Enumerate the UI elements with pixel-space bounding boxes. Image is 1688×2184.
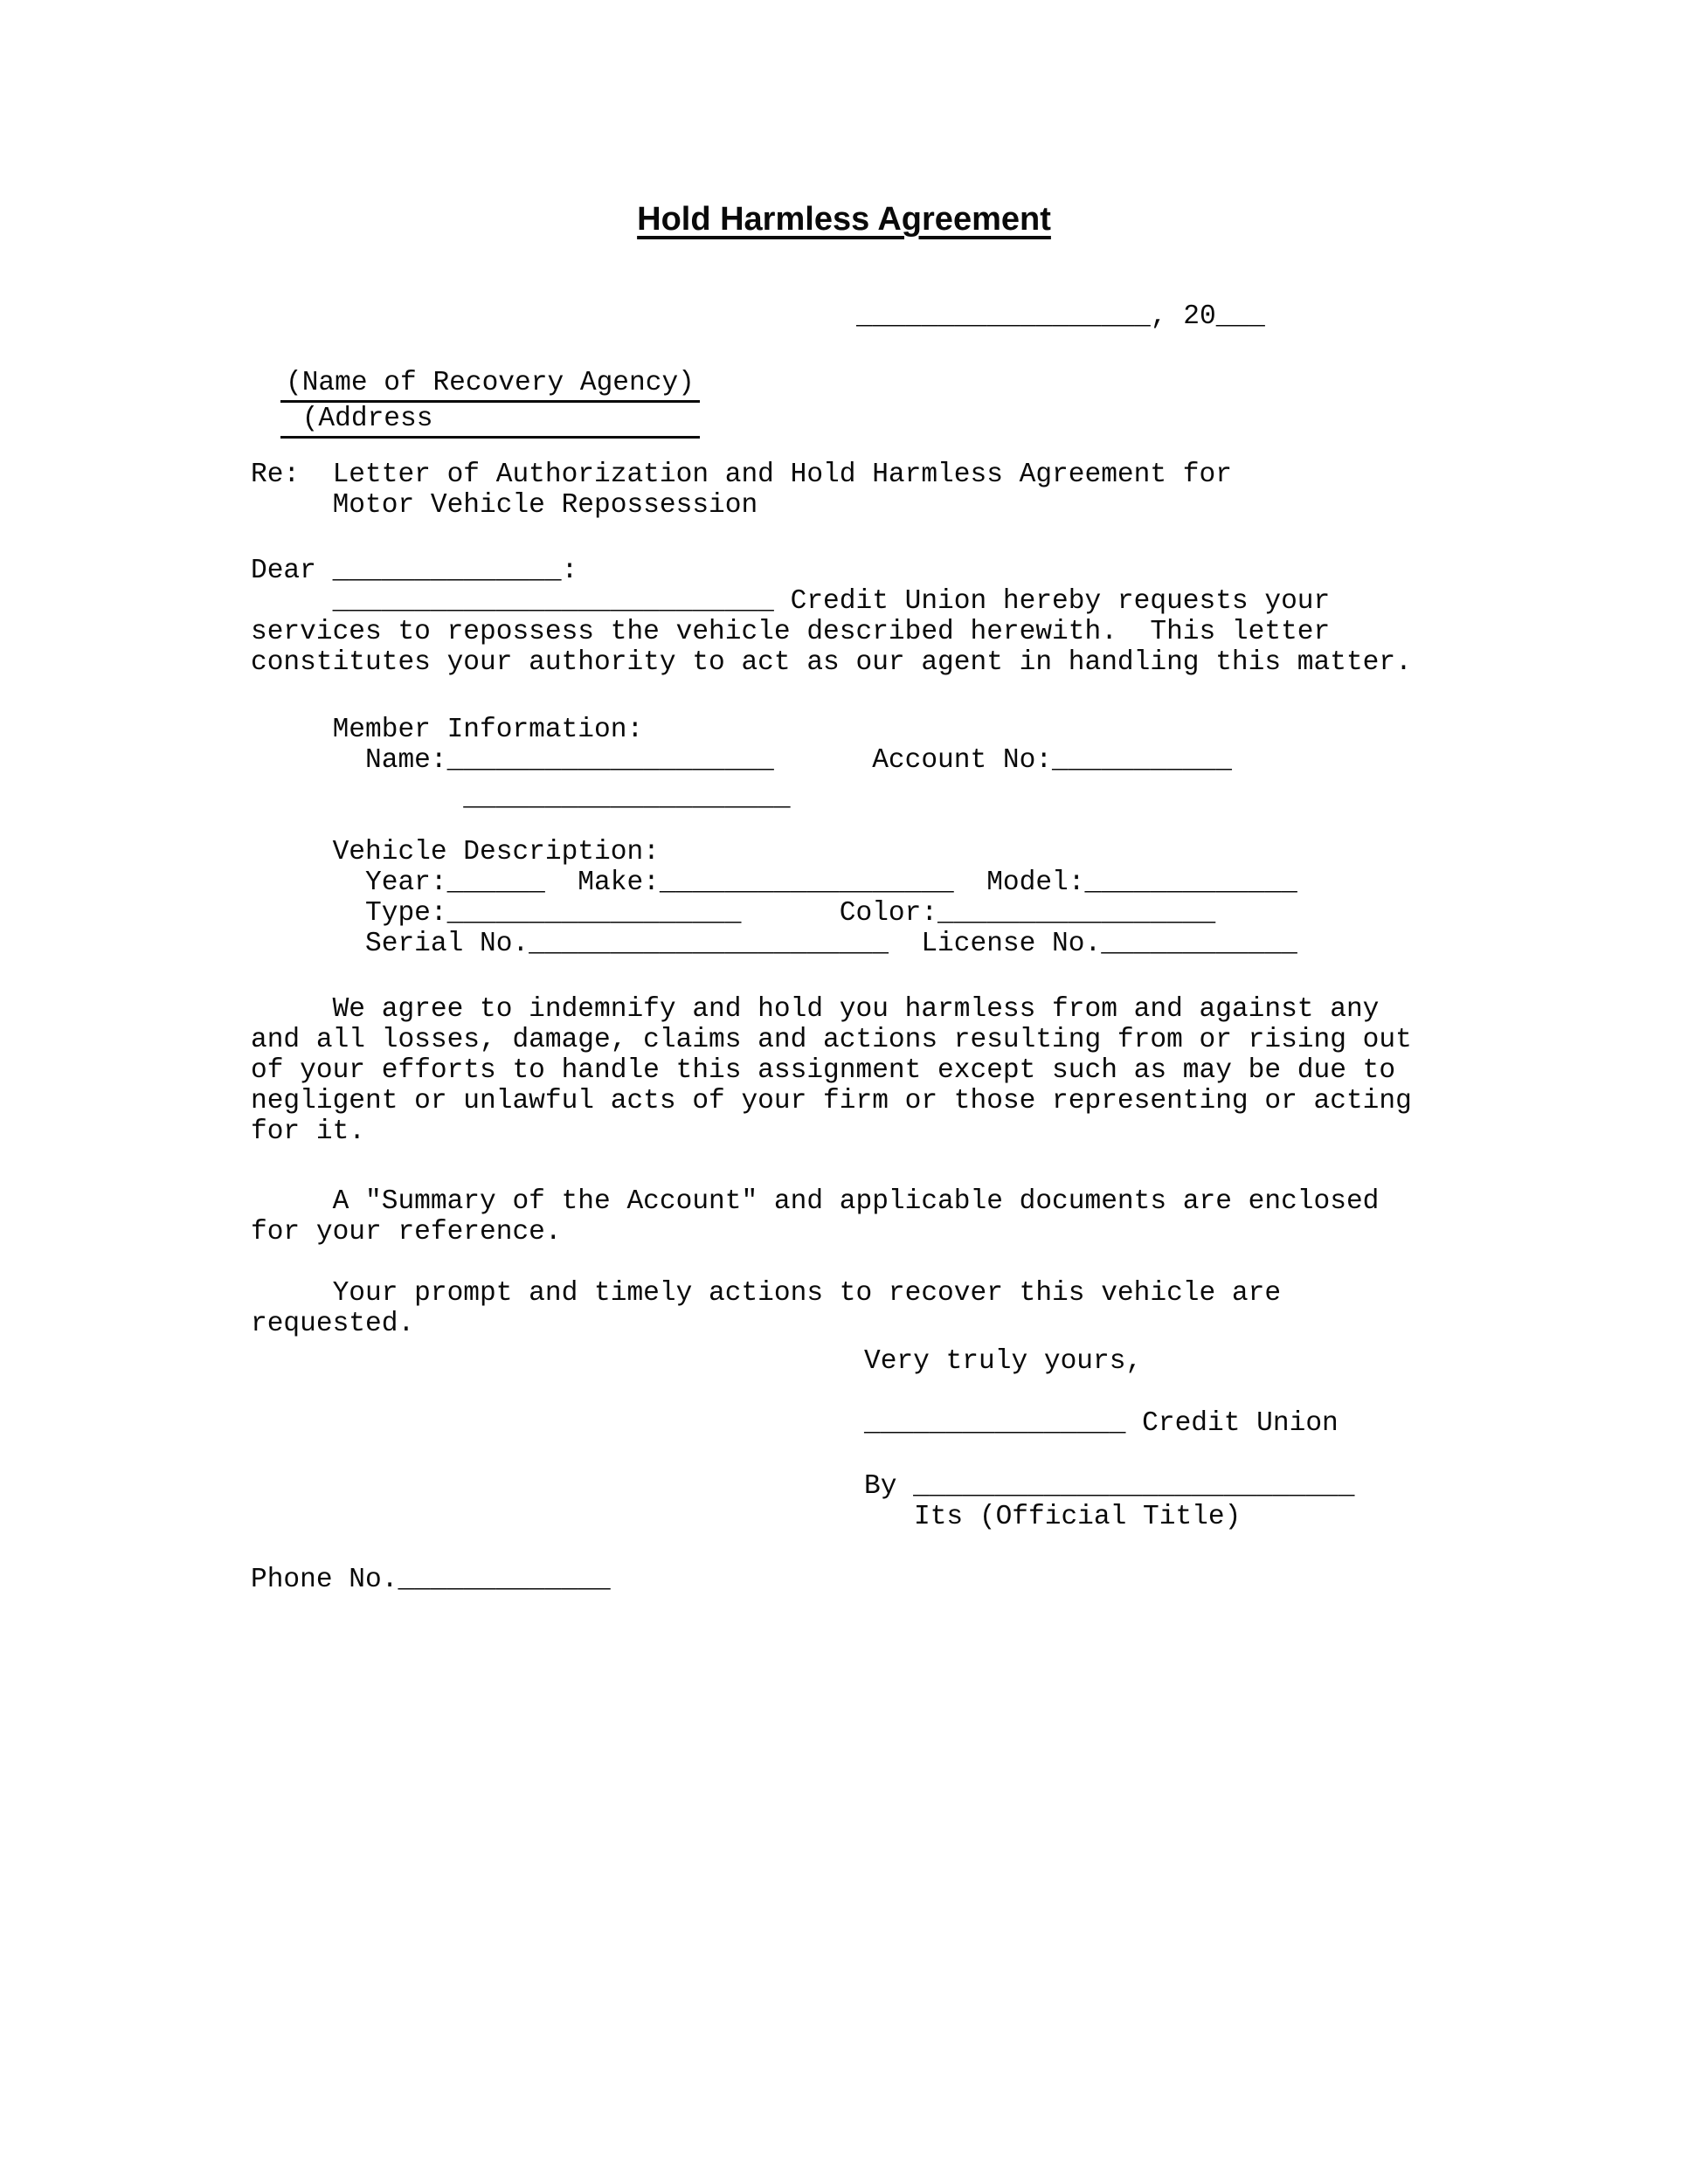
vehicle-type-color-line: Type:__________________ Color:_________________ bbox=[251, 898, 1216, 929]
indemnity-paragraph-line-1: We agree to indemnify and hold you harmless from and against any bbox=[251, 994, 1380, 1025]
date-line: __________________, 20___ bbox=[856, 301, 1265, 332]
indemnity-paragraph-line-5: for it. bbox=[251, 1116, 366, 1147]
recovery-agency-address-label: (Address bbox=[280, 404, 700, 439]
salutation-line: Dear ______________: bbox=[251, 556, 578, 586]
subject-line-2: Motor Vehicle Repossession bbox=[251, 490, 758, 521]
member-name-account-line: Name:____________________ Account No:___________ bbox=[251, 745, 1232, 776]
indemnity-paragraph-line-3: of your efforts to handle this assignment except such as may be due to bbox=[251, 1055, 1396, 1086]
opening-paragraph-line-3: constitutes your authority to act as our agent in handling this matter. bbox=[251, 647, 1412, 678]
signature-title-line: Its (Official Title) bbox=[914, 1502, 1242, 1532]
request-paragraph-line-2: requested. bbox=[251, 1309, 415, 1339]
indemnity-paragraph-line-2: and all losses, damage, claims and actions resulting from or rising out bbox=[251, 1025, 1412, 1055]
enclosure-paragraph-line-1: A "Summary of the Account" and applicable documents are enclosed bbox=[251, 1186, 1380, 1217]
indemnity-paragraph-line-4: negligent or unlawful acts of your firm or those representing or acting bbox=[251, 1086, 1412, 1116]
signature-credit-union-line: ________________ Credit Union bbox=[864, 1408, 1339, 1439]
signature-by-line: By ___________________________ bbox=[864, 1471, 1355, 1502]
vehicle-description-heading: Vehicle Description: bbox=[251, 837, 660, 867]
phone-line: Phone No._____________ bbox=[251, 1565, 611, 1595]
opening-paragraph-line-1: ___________________________ Credit Union hereby requests your bbox=[251, 586, 1331, 617]
recovery-agency-name-label: (Name of Recovery Agency) bbox=[280, 368, 700, 403]
page-title: Hold Harmless Agreement bbox=[637, 201, 1051, 238]
recovery-agency-address-line bbox=[280, 404, 700, 439]
request-paragraph-line-1: Your prompt and timely actions to recover this vehicle are bbox=[251, 1278, 1282, 1309]
opening-paragraph-line-2: services to repossess the vehicle described herewith. This letter bbox=[251, 617, 1331, 647]
recovery-agency-name-line bbox=[280, 368, 700, 403]
member-name-continued-line: ____________________ bbox=[251, 783, 791, 813]
valediction-line: Very truly yours, bbox=[864, 1346, 1143, 1377]
member-information-heading: Member Information: bbox=[251, 715, 644, 745]
subject-line-1: Re: Letter of Authorization and Hold Harmless Agreement for bbox=[251, 460, 1232, 490]
vehicle-year-make-model-line: Year:______ Make:__________________ Model:_____________ bbox=[251, 867, 1297, 898]
vehicle-serial-license-line: Serial No.______________________ License No.____________ bbox=[251, 929, 1297, 959]
enclosure-paragraph-line-2: for your reference. bbox=[251, 1217, 562, 1248]
